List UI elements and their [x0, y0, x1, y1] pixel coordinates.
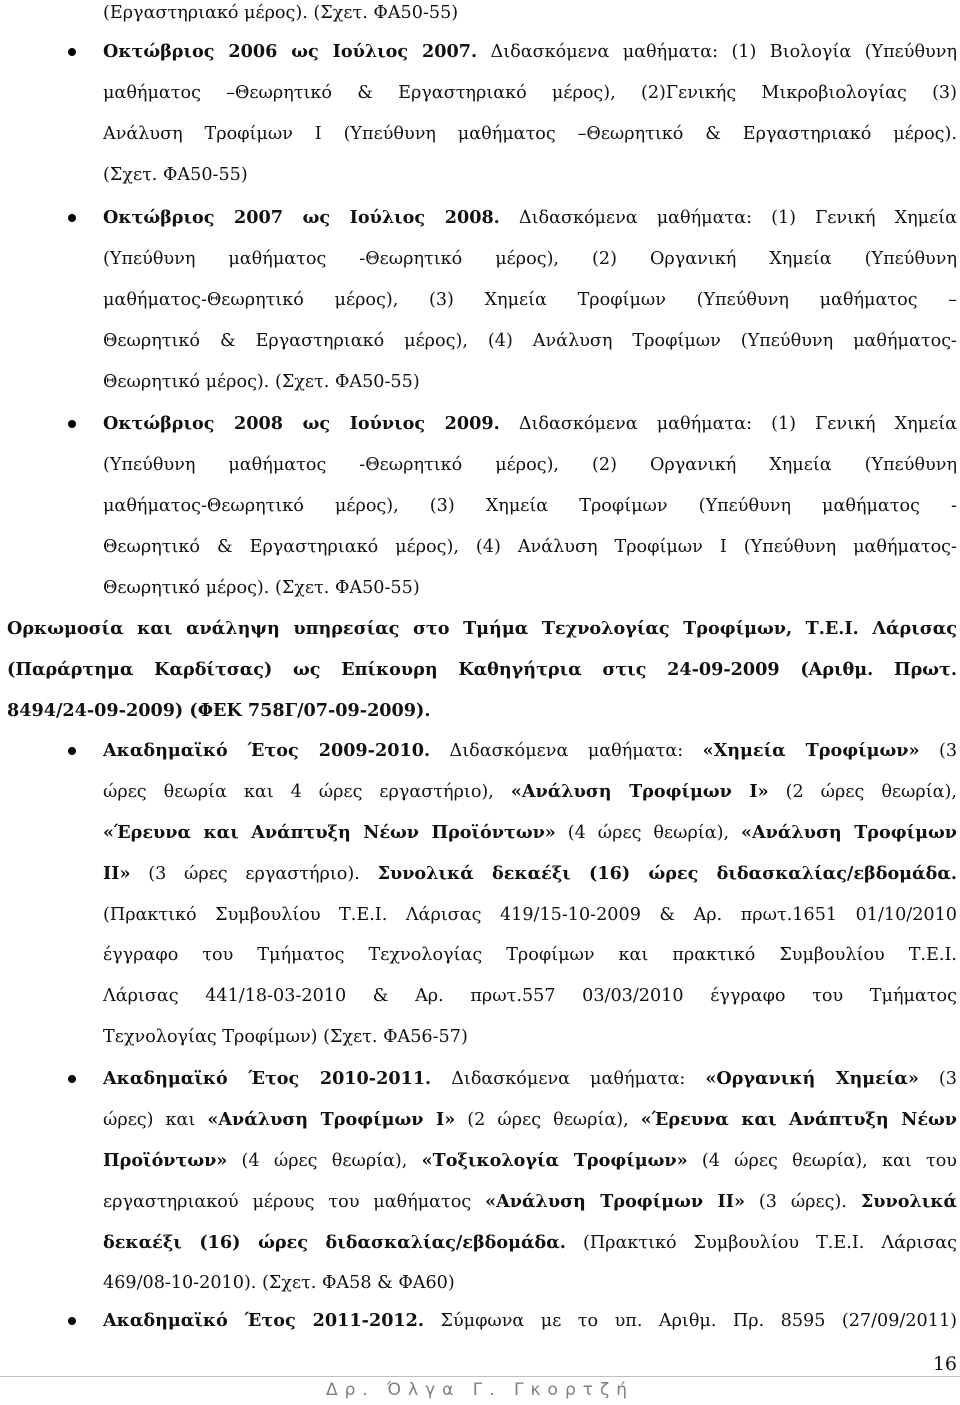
text-line: Θεωρητικό μέρος). (Σχετ. ΦΑ50-55) — [103, 371, 420, 392]
bullet-icon — [68, 48, 76, 56]
text-line: Θεωρητικό & Εργαστηριακό μέρος), (4) Ανάλυση Τροφίμων (Υπεύθυνη μαθήματος- — [103, 330, 957, 351]
text-line: Ακαδημαϊκό Έτος 2010-2011. Διδασκόμενα μαθήματα: «Οργανική Χημεία» (3 — [103, 1068, 957, 1089]
text-line: 469/08-10-2010). (Σχετ. ΦΑ58 & ΦΑ60) — [103, 1273, 455, 1294]
text-line: ώρες) και «Ανάλυση Τροφίμων Ι» (2 ώρες θεωρία), «Έρευνα και Ανάπτυξη Νέων — [103, 1108, 957, 1130]
text-line: ΙΙ» (3 ώρες εργαστήριο). Συνολικά δεκαέξι (16) ώρες διδασκαλίας/εβδομάδα. — [103, 862, 957, 884]
list-item-2006-2007 — [103, 32, 957, 196]
list-item-2011-2012 — [103, 1301, 957, 1342]
bullet-icon — [68, 1075, 76, 1083]
text-line: μαθήματος-Θεωρητικό μέρος), (3) Χημεία Τροφίμων (Υπεύθυνη μαθήματος - — [103, 495, 957, 516]
list-item-title: Ακαδημαϊκό Έτος 2010-2011. — [103, 1068, 432, 1089]
text-line: Οκτώβριος 2008 ως Ιούνιος 2009. Διδασκόμενα μαθήματα: (1) Γενική Χημεία — [103, 413, 957, 434]
bullet-icon — [68, 420, 76, 428]
text-line: Θεωρητικό & Εργαστηριακό μέρος), (4) Ανάλυση Τροφίμων Ι (Υπεύθυνη μαθήματος- — [103, 536, 957, 557]
page-number: 16 — [932, 1353, 957, 1375]
text-line: εργαστηριακού μέρους του μαθήματος «Ανάλυση Τροφίμων ΙΙ» (3 ώρες). Συνολικά — [103, 1190, 957, 1212]
text-line: μαθήματος –Θεωρητικό & Εργαστηριακό μέρος), (2)Γενικής Μικροβιολογίας (3) — [103, 82, 957, 103]
text-line: «Έρευνα και Ανάπτυξη Νέων Προϊόντων» (4 ώρες θεωρία), «Ανάλυση Τροφίμων — [103, 821, 957, 843]
text-line: έγγραφο του Τμήματος Τεχνολογίας Τροφίμων και πρακτικό Συμβουλίου Τ.Ε.Ι. — [103, 945, 957, 966]
text-line: δεκαέξι (16) ώρες διδασκαλίας/εβδομάδα. (Πρακτικό Συμβουλίου Τ.Ε.Ι. Λάρισας — [103, 1231, 957, 1253]
list-item-2010-2011 — [103, 1059, 957, 1304]
list-item-title: Ακαδημαϊκό Έτος 2009-2010. — [103, 740, 431, 761]
list-item-title: Οκτώβριος 2007 ως Ιούλιος 2008. — [103, 207, 500, 228]
continued-paragraph — [103, 0, 957, 34]
footer-author: Δρ. Όλγα Γ. Γκορτζή — [326, 1380, 634, 1400]
footer-divider — [0, 1376, 960, 1377]
text-line: (Παράρτημα Καρδίτσας) ως Επίκουρη Καθηγήτρια στις 24-09-2009 (Αριθμ. Πρωτ. — [7, 658, 957, 680]
text-line: μαθήματος-Θεωρητικό μέρος), (3) Χημεία Τροφίμων (Υπεύθυνη μαθήματος – — [103, 289, 957, 310]
text-line: Προϊόντων» (4 ώρες θεωρία), «Τοξικολογία Τροφίμων» (4 ώρες θεωρία), και του — [103, 1149, 957, 1171]
bullet-icon — [68, 1317, 76, 1325]
text-line: Θεωρητικό μέρος). (Σχετ. ΦΑ50-55) — [103, 577, 420, 598]
text-line: Ορκωμοσία και ανάληψη υπηρεσίας στο Τμήμα Τεχνολογίας Τροφίμων, Τ.Ε.Ι. Λάρισας — [7, 618, 957, 639]
text-line: (Πρακτικό Συμβουλίου Τ.Ε.Ι. Λάρισας 419/15-10-2009 & Αρ. πρωτ.1651 01/10/2010 — [103, 904, 957, 925]
list-item-title: Οκτώβριος 2006 ως Ιούλιος 2007. — [103, 41, 478, 62]
text-line: (Υπεύθυνη μαθήματος -Θεωρητικό μέρος), (2) Οργανική Χημεία (Υπεύθυνη — [103, 454, 957, 475]
text-line: Ανάλυση Τροφίμων Ι (Υπεύθυνη μαθήματος –Θεωρητικό & Εργαστηριακό μέρος). — [103, 123, 957, 144]
list-item-2007-2008 — [103, 198, 957, 402]
bullet-icon — [68, 214, 76, 222]
appointment-paragraph — [7, 609, 957, 732]
text-line: Λάρισας 441/18-03-2010 & Αρ. πρωτ.557 03/03/2010 έγγραφο του Τμήματος — [103, 986, 957, 1007]
text-line: (Σχετ. ΦΑ50-55) — [103, 164, 248, 185]
text-line: Οκτώβριος 2007 ως Ιούλιος 2008. Διδασκόμενα μαθήματα: (1) Γενική Χημεία — [103, 207, 957, 228]
text-line: Ακαδημαϊκό Έτος 2009-2010. Διδασκόμενα μαθήματα: «Χημεία Τροφίμων» (3 — [103, 740, 957, 761]
bullet-icon — [68, 747, 76, 755]
text-line: (Υπεύθυνη μαθήματος -Θεωρητικό μέρος), (2) Οργανική Χημεία (Υπεύθυνη — [103, 248, 957, 269]
text-line: Ακαδημαϊκό Έτος 2011-2012. Σύμφωνα με το υπ. Αριθμ. Πρ. 8595 (27/09/2011) — [103, 1310, 957, 1331]
text-line: ώρες θεωρία και 4 ώρες εργαστήριο), «Ανάλυση Τροφίμων Ι» (2 ώρες θεωρία), — [103, 780, 957, 802]
text-line: Τεχνολογίας Τροφίμων) (Σχετ. ΦΑ56-57) — [103, 1027, 468, 1048]
list-item-title: Οκτώβριος 2008 ως Ιούνιος 2009. — [103, 413, 500, 434]
list-item-2009-2010 — [103, 731, 957, 1058]
list-item-2008-2009 — [103, 404, 957, 608]
text-line: (Εργαστηριακό μέρος). (Σχετ. ΦΑ50-55) — [103, 3, 459, 23]
text-line: 8494/24-09-2009) (ΦΕΚ 758Γ/07-09-2009). — [7, 699, 431, 721]
list-item-title: Ακαδημαϊκό Έτος 2011-2012. — [103, 1310, 425, 1331]
text-line: Οκτώβριος 2006 ως Ιούλιος 2007. Διδασκόμενα μαθήματα: (1) Βιολογία (Υπεύθυνη — [103, 41, 957, 62]
